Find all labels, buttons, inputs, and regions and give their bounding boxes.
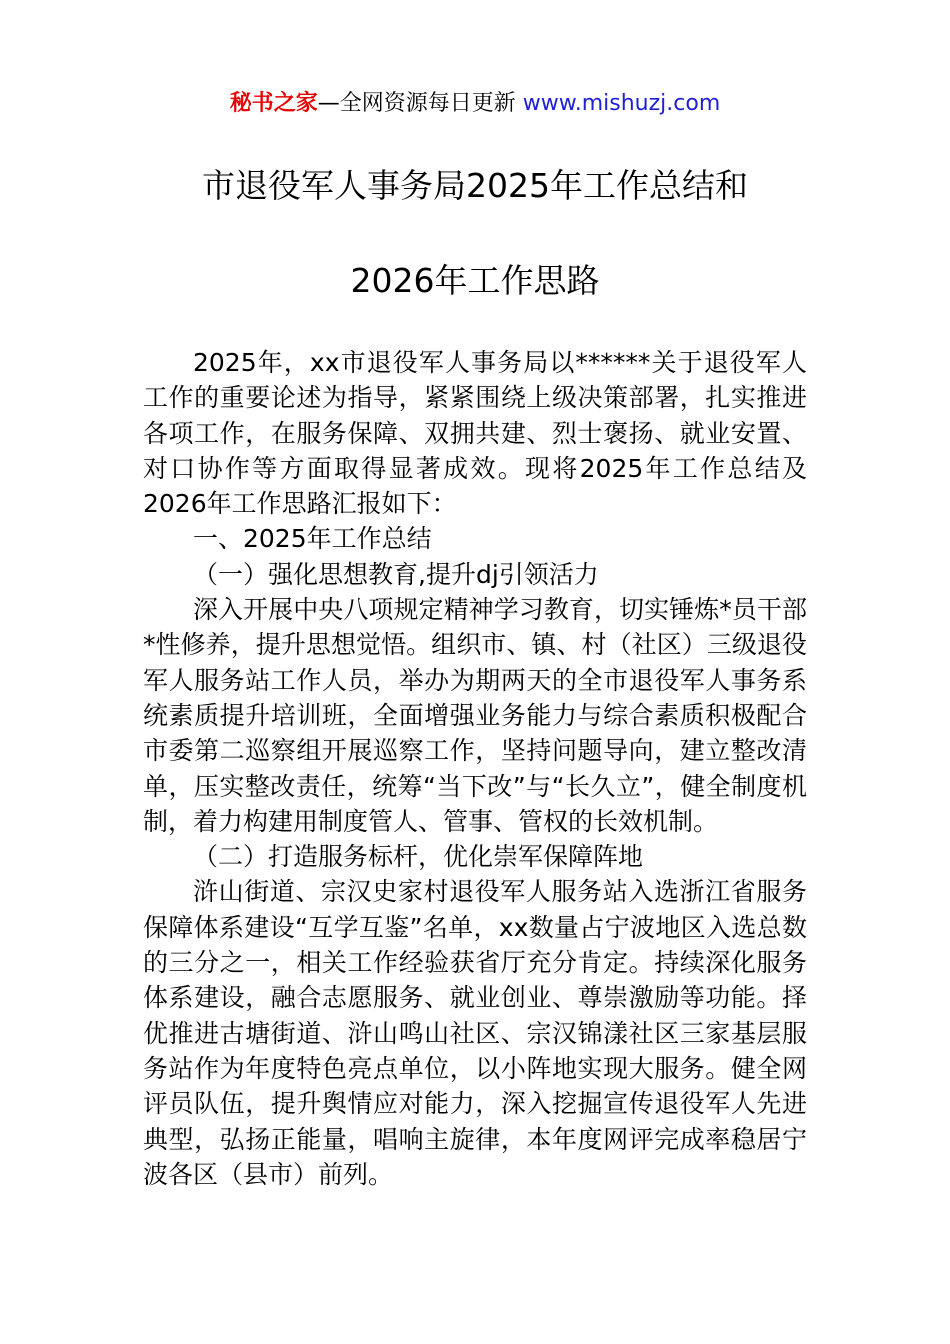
- intro-paragraph: 2025年，xx市退役军人事务局以******关于退役军人工作的重要论述为指导，紧紧围绕上级决策部署，扎实推进各项工作，在服务保障、双拥共建、烈士褒扬、就业安置、对口协作等方面取得显著成效。现将2025年工作总结及2026年工作思路汇报如下：: [143, 348, 807, 519]
- document-body: [143, 345, 807, 1192]
- site-header: [0, 88, 950, 120]
- document-title-line-2: 2026年工作思路: [350, 261, 600, 300]
- brand-name: 秘书之家: [229, 91, 318, 116]
- body-paragraph-1: 深入开展中央八项规定精神学习教育，切实锤炼*员干部*性修养，提升思想觉悟。组织市、镇、村（社区）三级退役军人服务站工作人员，举办为期两天的全市退役军人事务系统素质提升培训班，全面增强业务能力与综合素质积极配合市委第二巡察组开展巡察工作，坚持问题导向，建立整改清单，压实整改责任，统筹“当下改”与“长久立”，健全制度机制，着力构建用制度管人、管事、管权的长效机制。: [143, 595, 807, 836]
- document-title-line-1: 市退役军人事务局2025年工作总结和: [202, 166, 748, 205]
- subsection-heading-1: （一）强化思想教育,提升dj引领活力: [193, 559, 599, 589]
- site-url-link[interactable]: www.mishuzj.com: [522, 91, 721, 116]
- header-tagline: —全网资源每日更新: [317, 91, 523, 116]
- body-paragraph-2: 浒山街道、宗汉史家村退役军人服务站入选浙江省服务保障体系建设“互学互鉴”名单，xx数量占宁波地区入选总数的三分之一，相关工作经验获省厅充分肯定。持续深化服务体系建设，融合志愿服务、就业创业、尊崇激励等功能。择优推进古塘街道、浒山鸣山社区、宗汉锦漾社区三家基层服务站作为年度特色亮点单位，以小阵地实现大服务。健全网评员队伍，提升舆情应对能力，深入挖掘宣传退役军人先进典型，弘扬正能量，唱响主旋律，本年度网评完成率稳居宁波各区（县市）前列。: [143, 877, 807, 1189]
- section-heading-1: 一、2025年工作总结: [193, 524, 432, 554]
- subsection-heading-2: （二）打造服务标杆，优化崇军保障阵地: [193, 842, 644, 872]
